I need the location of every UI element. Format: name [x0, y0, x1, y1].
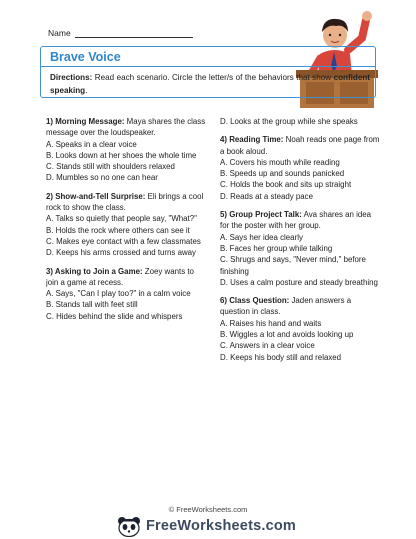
page-title: Brave Voice: [50, 50, 121, 64]
question-text: Zoey wants to join a game at recess.: [46, 266, 194, 287]
answer-option[interactable]: C. Holds the book and sits up straight: [220, 180, 352, 190]
title-divider: [40, 66, 376, 67]
answer-option[interactable]: D. Mumbles so no one can hear: [46, 173, 158, 183]
answer-option[interactable]: A. Covers his mouth while reading: [220, 157, 340, 167]
question-3: [46, 266, 206, 322]
answer-option[interactable]: C. Shrugs and says, "Never mind," before finishing: [220, 255, 366, 276]
question-text: Ava shares an idea for the poster with her group.: [220, 210, 372, 231]
question-5: [220, 209, 380, 288]
question-number: 1) Morning Message:: [46, 117, 125, 126]
answer-option[interactable]: B. Stands tall with feet still: [46, 300, 138, 310]
footer-logo-text: FreeWorksheets.com: [146, 518, 297, 534]
question-text: Eli brings a cool rock to show the class.: [46, 191, 204, 213]
question-number: 6) Class Question:: [220, 296, 290, 306]
answer-option[interactable]: C. Answers in a clear voice: [220, 341, 315, 351]
question-number: 3) Asking to Join a Game:: [46, 266, 143, 276]
answer-option[interactable]: D. Keeps his body still and relaxed: [220, 352, 342, 362]
answer-option[interactable]: D. Uses a calm posture and steady breathing: [220, 277, 378, 287]
answer-option[interactable]: C. Makes eye contact with a few classmates: [46, 236, 201, 246]
answer-option[interactable]: D. Looks at the group while she speaks: [220, 117, 358, 126]
name-field: [48, 28, 193, 38]
answer-option[interactable]: A. Says her idea clearly: [220, 232, 303, 242]
footer-logo: [116, 515, 296, 537]
question-1: [46, 116, 206, 184]
question-6: [220, 295, 380, 363]
question-text: Maya shares the class message over the loudspeaker.: [46, 117, 206, 138]
directions-emphasis: confident speaking: [50, 73, 370, 95]
answer-option[interactable]: A. Raises his hand and waits: [220, 318, 322, 328]
directions-end: .: [85, 85, 88, 95]
answer-option[interactable]: B. Speeds up and sounds panicked: [220, 169, 345, 179]
directions-text: Read each scenario. Circle the letter/s of the behaviors that show: [92, 73, 334, 82]
question-number: 4) Reading Time:: [220, 135, 284, 145]
answer-option[interactable]: B. Holds the rock where others can see it: [46, 225, 190, 235]
question-number: 2) Show-and-Tell Surprise:: [46, 191, 146, 201]
answer-option[interactable]: B. Wiggles a lot and avoids looking up: [220, 330, 354, 340]
name-label: Name: [48, 28, 71, 38]
right-column: [220, 116, 380, 363]
answer-option[interactable]: C. Stands still with shoulders relaxed: [46, 162, 175, 172]
question-2: [46, 191, 206, 259]
directions: [50, 72, 370, 97]
panda-icon: [116, 515, 142, 537]
question-number: 5) Group Project Talk:: [220, 210, 302, 220]
answer-option[interactable]: A. Says, "Can I play too?" in a calm voice: [46, 289, 191, 299]
answer-option[interactable]: A. Speaks in a clear voice: [46, 139, 137, 149]
directions-label: Directions:: [50, 73, 93, 82]
footer-copyright: © FreeWorksheets.com: [168, 505, 248, 514]
answer-option[interactable]: C. Hides behind the slide and whispers: [46, 311, 183, 321]
answer-option[interactable]: B. Faces her group while talking: [220, 243, 333, 253]
question-text: Jaden answers a question in class.: [220, 296, 352, 317]
answer-option[interactable]: D. Keeps his arms crossed and turns away: [46, 248, 196, 258]
question-text: Noah reads one page from a book aloud.: [220, 135, 380, 156]
name-blank-line: [75, 29, 193, 38]
left-column: [46, 116, 206, 322]
question-4: [220, 134, 380, 202]
answer-option[interactable]: B. Looks down at her shoes the whole time: [46, 150, 197, 160]
answer-option[interactable]: A. Talks so quietly that people say, "What?": [46, 214, 197, 224]
answer-option[interactable]: D. Reads at a steady pace: [220, 191, 313, 201]
